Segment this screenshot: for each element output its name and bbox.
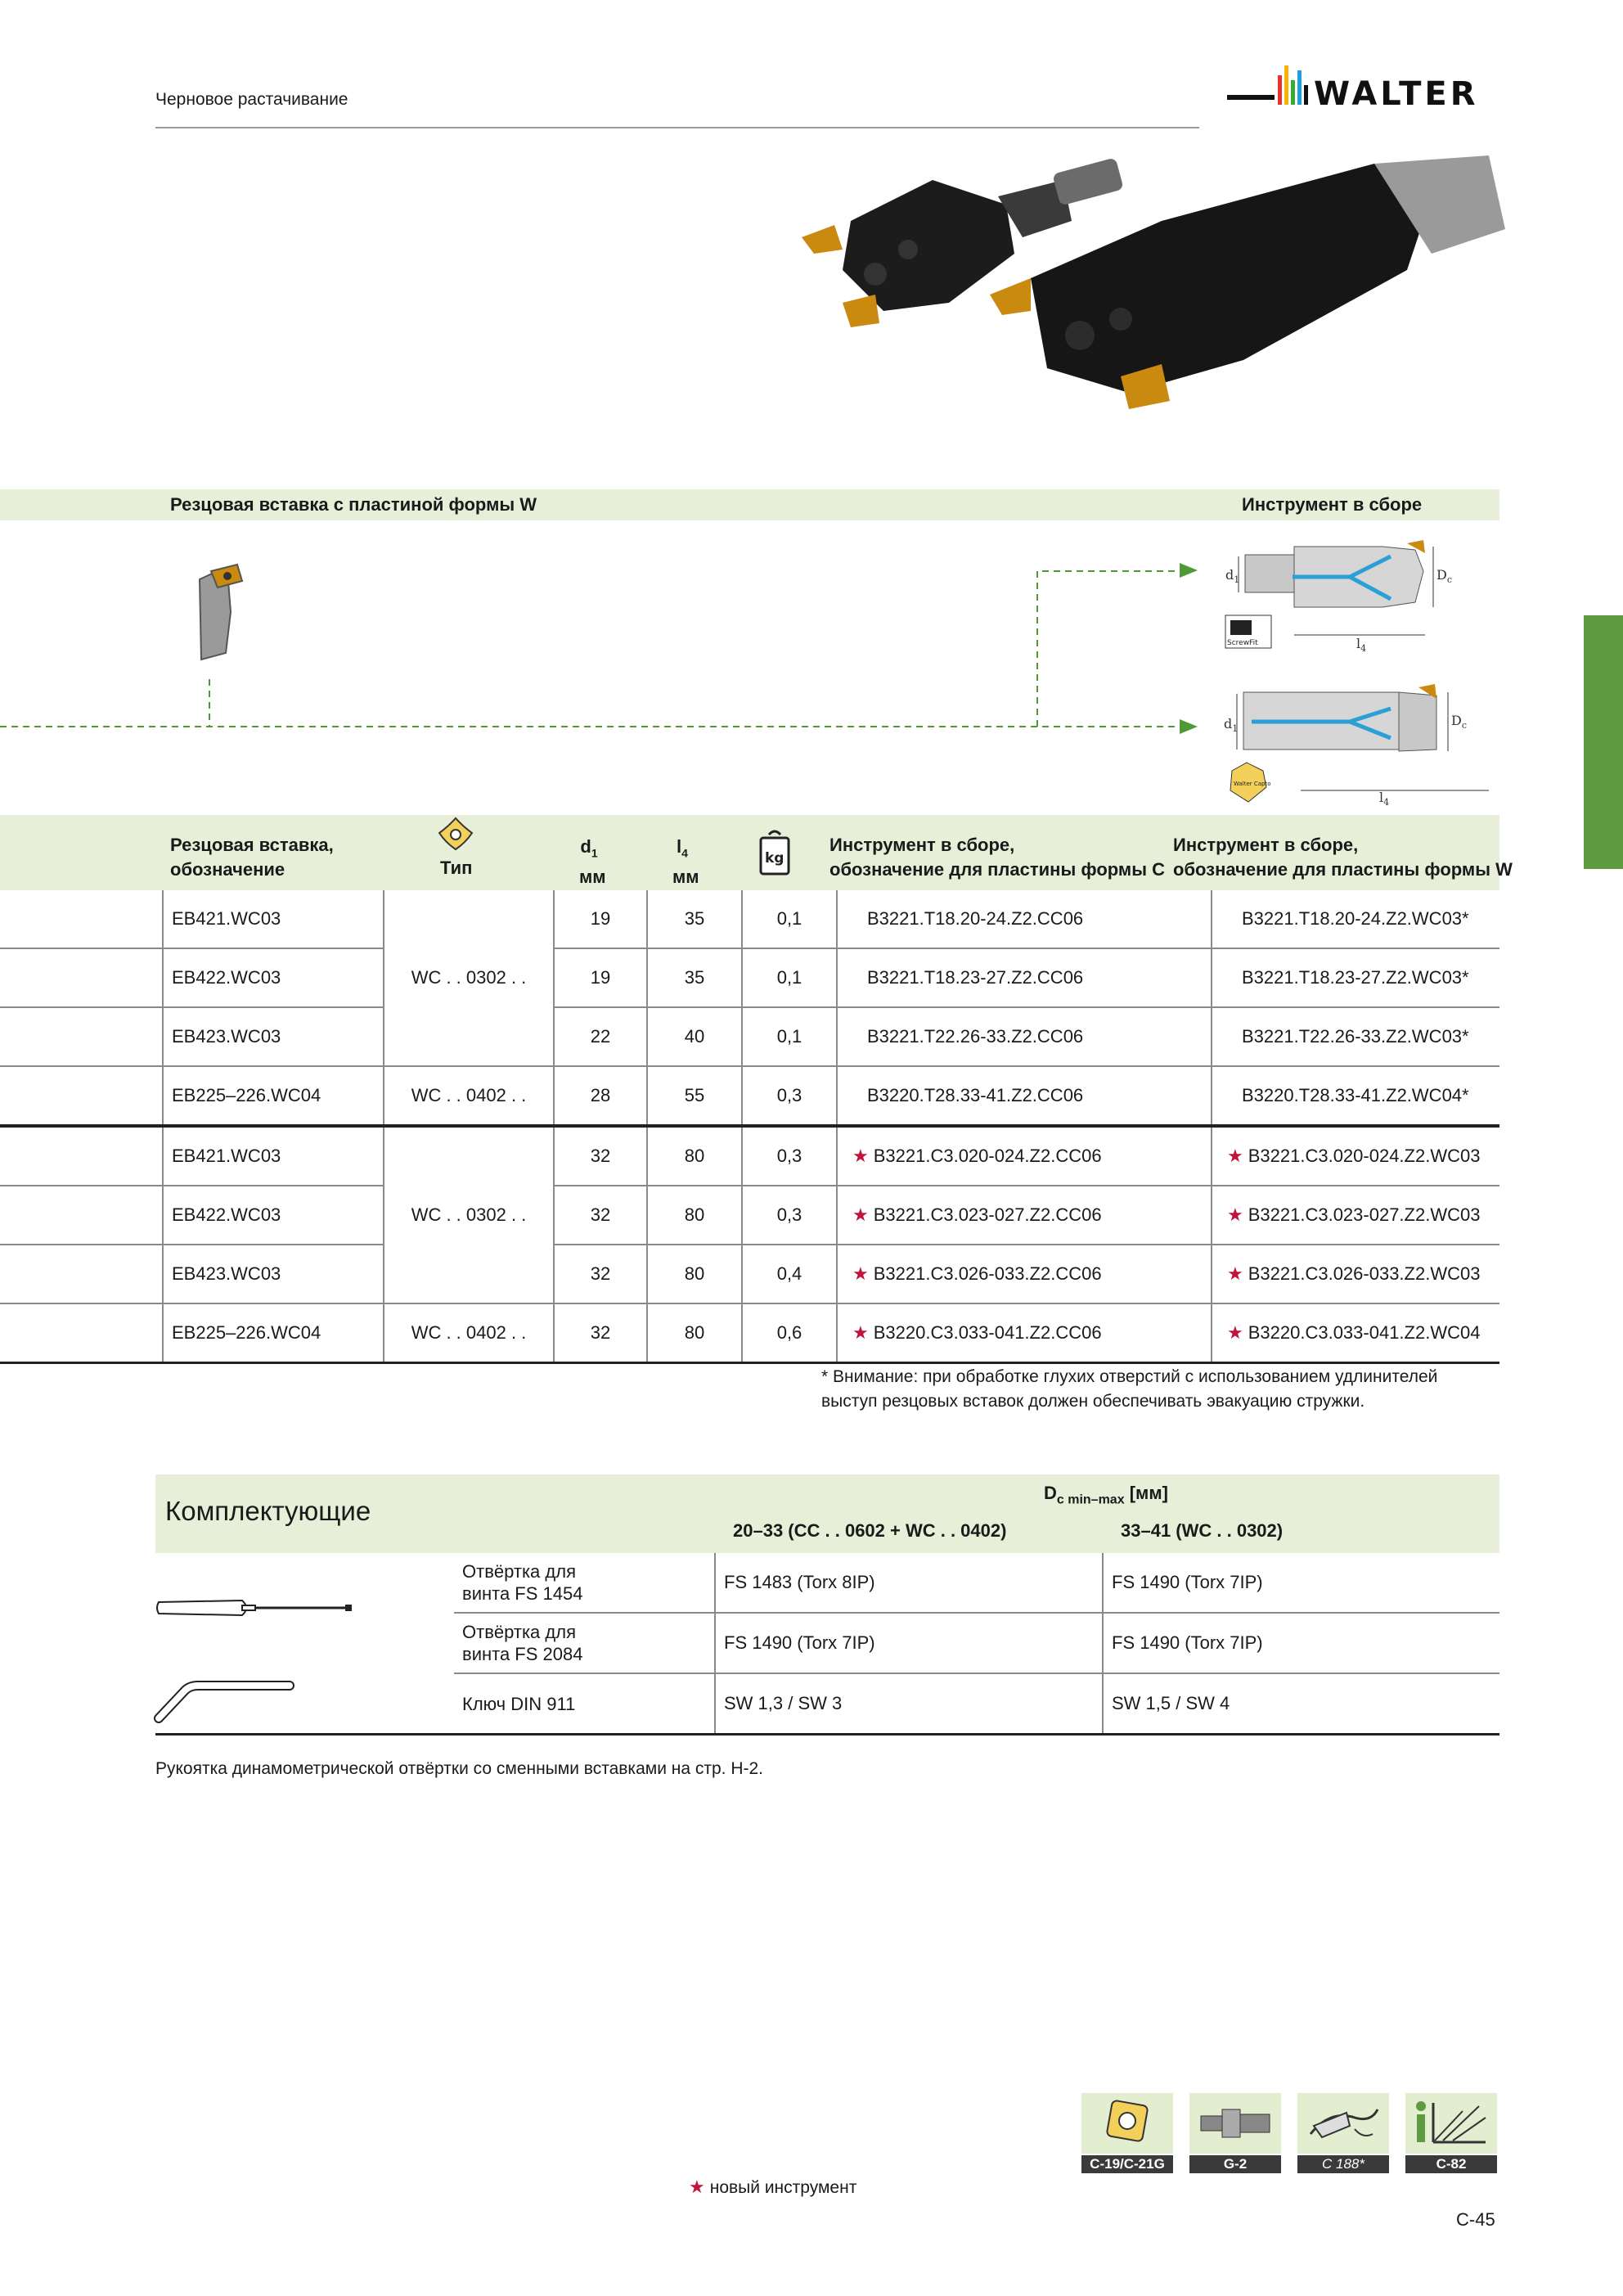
svg-text:l4: $l_4$ xyxy=(1379,790,1390,808)
col-header-l4: $l_4$ мм xyxy=(672,836,699,888)
capto-tool-drawing xyxy=(1219,681,1501,812)
section-title: Черновое растачивание xyxy=(155,90,348,109)
insert-badge-icon xyxy=(1081,2093,1173,2154)
table-row: EB421.WC03 32 80 0,3 ★ B3221.C3.020-024.Z2.CC06 ★ B3221.C3.020-024.Z2.WC03 xyxy=(0,1126,1499,1186)
insert-holder-title: Резцовая вставка с пластиной формы W xyxy=(170,494,537,515)
brand-name: WALTER xyxy=(1314,75,1479,113)
accessories-note: Рукоятка динамометрической отвёртки со сменными вставками на стр. H-2. xyxy=(155,1759,764,1778)
new-tool-legend: ★ новый инструмент xyxy=(689,2177,857,2197)
weight-icon xyxy=(758,828,792,877)
accessories-title: Комплектующие xyxy=(165,1496,371,1526)
accessories-col-1: 20–33 (CC . . 0602 + WC . . 0402) xyxy=(733,1520,1007,1541)
table-row: EB225–226.WC04 WC . . 0402 . . 28 55 0,3 B3220.T28.33-41.Z2.CC06 B3220.T28.33-41.Z2.WC04* xyxy=(0,1066,1499,1126)
table-row: EB225–226.WC04 WC . . 0402 . . 32 80 0,6 ★ B3220.C3.033-041.Z2.CC06 ★ B3220.C3.033-041.Z2.WC04 xyxy=(0,1303,1499,1363)
svg-text:Dc: $D_c$ xyxy=(1451,713,1467,731)
screwdriver-image xyxy=(152,1587,357,1628)
svg-text:d1: $d_1$ xyxy=(1224,716,1239,734)
type-cell: WC . . 0302 . . xyxy=(384,1186,554,1245)
col-header-tool-c: Инструмент в сборе, обозначение для пластины формы C xyxy=(829,835,1165,880)
table-row: EB423.WC03 22 40 0,1 B3221.T22.26-33.Z2.CC06 B3221.T22.26-33.Z2.WC03* xyxy=(0,1007,1499,1066)
connector-lines xyxy=(0,565,1194,745)
header-rule xyxy=(155,127,1199,128)
star-icon: ★ xyxy=(689,2177,705,2197)
tool-table xyxy=(0,890,1499,1364)
table-row: EB423.WC03 32 80 0,4 ★ B3221.C3.026-033.Z2.CC06 ★ B3221.C3.026-033.Z2.WC03 xyxy=(0,1245,1499,1303)
type-cell: WC . . 0302 . . xyxy=(384,948,554,1007)
svg-text:kg: kg xyxy=(765,850,785,867)
type-cell: WC . . 0402 . . xyxy=(384,1066,554,1126)
assembled-tool-title: Инструмент в сборе xyxy=(1242,494,1423,515)
capto-icon: Walter Capto xyxy=(1234,781,1271,787)
badge-info[interactable]: C-82 xyxy=(1405,2093,1497,2173)
new-tool-star: ★ xyxy=(1227,1204,1243,1225)
page-number: C-45 xyxy=(1456,2209,1495,2230)
new-tool-star: ★ xyxy=(852,1204,869,1225)
arrow-head-bottom xyxy=(1178,718,1199,736)
info-badge-icon xyxy=(1405,2093,1497,2154)
product-photo xyxy=(785,147,1505,458)
hex-key-image xyxy=(152,1671,299,1728)
accessories-col-2: 33–41 (WC . . 0302) xyxy=(1121,1520,1284,1541)
col-header-designation: Резцовая вставка, обозначение xyxy=(170,835,334,880)
col-header-type: Тип xyxy=(440,858,473,878)
insert-shape-icon xyxy=(435,815,476,853)
svg-text:l4: $l_4$ xyxy=(1356,636,1367,654)
new-tool-star: ★ xyxy=(1227,1322,1243,1343)
footnote: * Внимание: при обработке глухих отверстий с использованием удлинителей выступ резцовых вставок должен обеспечивать эвакуацию стружки. xyxy=(821,1367,1438,1411)
new-tool-star: ★ xyxy=(1227,1263,1243,1284)
col-header-tool-w: Инструмент в сборе, обозначение для пластины формы W xyxy=(1173,835,1513,880)
new-tool-star: ★ xyxy=(852,1322,869,1343)
screwfit-icon: ScrewFit xyxy=(1227,639,1258,647)
accessories-dim-header: $D_{c min-max}$ [мм] xyxy=(1044,1483,1168,1507)
section-tab xyxy=(1584,615,1623,869)
accessory-row: Отвёртка для винта FS 1454 FS 1483 (Torx 8IP) FS 1490 (Torx 7IP) xyxy=(155,1553,1499,1613)
svg-text:d1: $d_1$ xyxy=(1225,567,1240,585)
badge-adaptors[interactable]: G-2 xyxy=(1189,2093,1281,2173)
new-tool-star: ★ xyxy=(852,1263,869,1284)
table-row: EB421.WC03 19 35 0,1 B3221.T18.20-24.Z2.CC06 B3221.T18.20-24.Z2.WC03* xyxy=(0,890,1499,948)
svg-text:Dc: $D_c$ xyxy=(1436,567,1452,585)
badge-cutting-data[interactable]: C 188* xyxy=(1297,2093,1389,2173)
arrow-head-top xyxy=(1178,561,1199,579)
table-row: EB422.WC03 WC . . 0302 . . 32 80 0,3 ★ B3221.C3.023-027.Z2.CC06 ★ B3221.C3.023-027.Z2.WC03 xyxy=(0,1186,1499,1245)
screwfit-tool-drawing xyxy=(1219,532,1501,655)
new-tool-star: ★ xyxy=(852,1146,869,1166)
badge-inserts[interactable]: C-19/C-21G xyxy=(1081,2093,1173,2173)
adaptor-badge-icon xyxy=(1189,2093,1281,2154)
walter-logo xyxy=(1227,61,1505,119)
cutting-data-badge-icon xyxy=(1297,2093,1389,2154)
type-cell: WC . . 0402 . . xyxy=(384,1303,554,1363)
new-tool-star: ★ xyxy=(1227,1146,1243,1166)
accessory-row: Ключ DIN 911 SW 1,3 / SW 3 SW 1,5 / SW 4 xyxy=(155,1673,1499,1735)
accessories-table xyxy=(155,1553,1499,1736)
accessory-row: Отвёртка для винта FS 2084 FS 1490 (Torx 7IP) FS 1490 (Torx 7IP) xyxy=(155,1613,1499,1673)
table-row: EB422.WC03 WC . . 0302 . . 19 35 0,1 B3221.T18.23-27.Z2.CC06 B3221.T18.23-27.Z2.WC03* xyxy=(0,948,1499,1007)
col-header-d1: $d_1$ мм xyxy=(579,836,606,888)
